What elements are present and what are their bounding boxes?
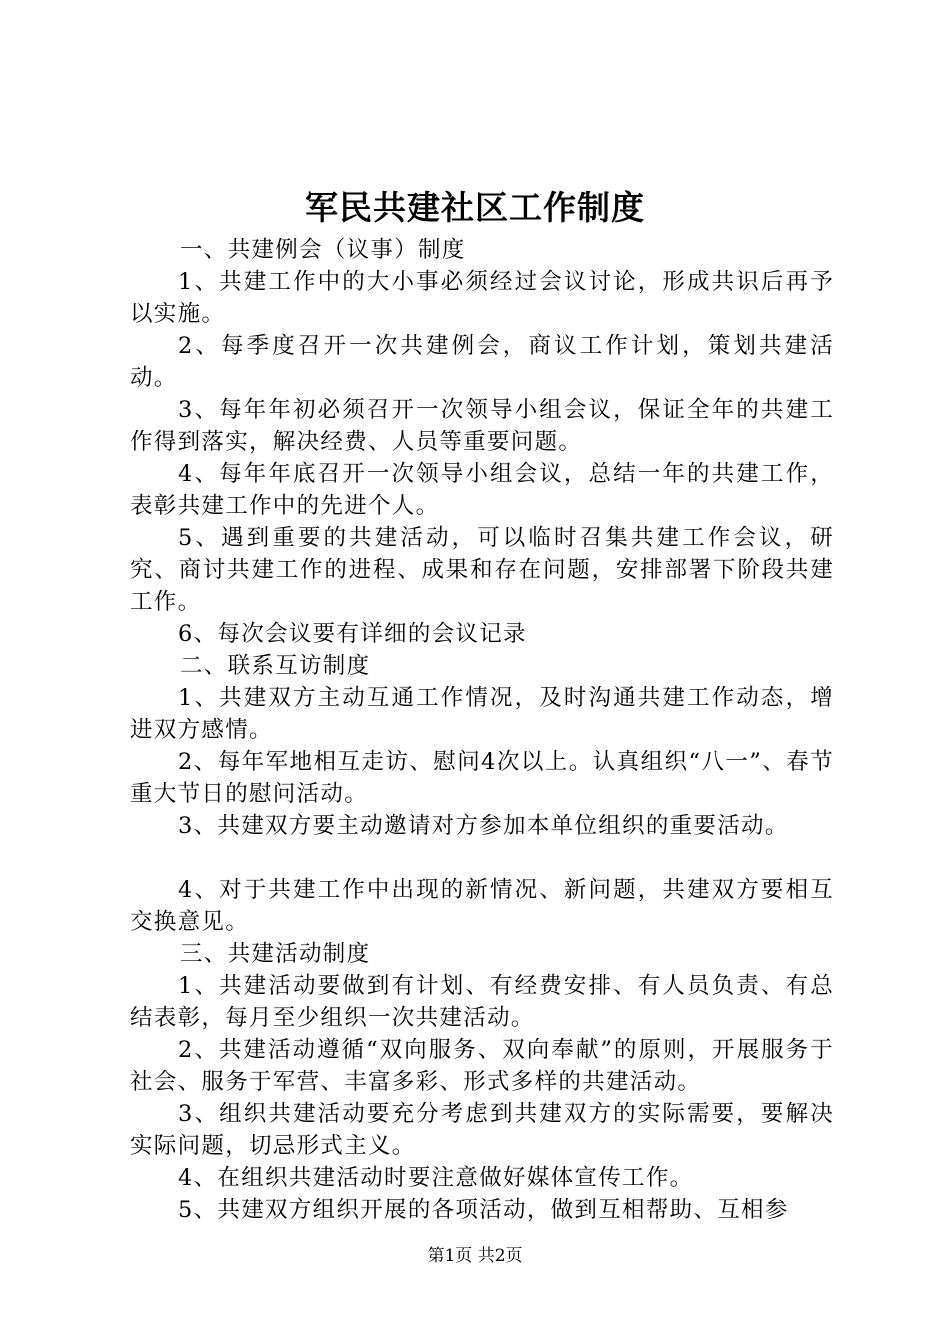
paragraph: 1、共建工作中的大小事必须经过会议讨论，形成共识后再予以实施。 <box>130 269 834 327</box>
document-body <box>130 234 834 1226</box>
paragraph: 4、在组织共建活动时要注意做好媒体宣传工作。 <box>178 1165 694 1191</box>
paragraph: 2、共建活动遵循“双向服务、双向奉献”的原则，开展服务于社会、服务于军营、丰富多彩、形式多样的共建活动。 <box>130 1037 834 1095</box>
paragraph: 3、组织共建活动要充分考虑到共建双方的实际需要，要解决实际问题，切忌形式主义。 <box>130 1101 834 1159</box>
paragraph: 4、每年年底召开一次领导小组会议，总结一年的共建工作，表彰共建工作中的先进个人。 <box>130 461 834 519</box>
paragraph: 5、共建双方组织开展的各项活动，做到互相帮助、互相参 <box>178 1197 789 1223</box>
paragraph: 1、共建双方主动互通工作情况，及时沟通共建工作动态，增进双方感情。 <box>130 685 834 743</box>
section-heading-2: 二、联系互访制度 <box>180 653 371 679</box>
paragraph: 4、对于共建工作中出现的新情况、新问题，共建双方要相互交换意见。 <box>130 877 834 935</box>
paragraph: 3、每年年初必须召开一次领导小组会议，保证全年的共建工作得到落实，解决经费、人员等重要问题。 <box>130 397 834 455</box>
paragraph: 5、遇到重要的共建活动，可以临时召集共建工作会议，研究、商讨共建工作的进程、成果和存在问题，安排部署下阶段共建工作。 <box>130 525 834 615</box>
section-heading-3: 三、共建活动制度 <box>180 941 371 967</box>
section-heading-1: 一、共建例会（议事）制度 <box>180 237 466 263</box>
page-number-footer: 第1页 共2页 <box>427 1246 523 1266</box>
paragraph: 1、共建活动要做到有计划、有经费安排、有人员负责、有总结表彰，每月至少组织一次共建活动。 <box>130 973 834 1031</box>
paragraph: 2、每年军地相互走访、慰问4次以上。认真组织“八一”、春节重大节日的慰问活动。 <box>130 749 834 807</box>
paragraph: 3、共建双方要主动邀请对方参加本单位组织的重要活动。 <box>178 813 789 839</box>
document-title: 军民共建社区工作制度 <box>305 188 645 227</box>
paragraph: 2、每季度召开一次共建例会，商议工作计划，策划共建活动。 <box>130 333 834 391</box>
paragraph: 6、每次会议要有详细的会议记录 <box>178 621 527 647</box>
